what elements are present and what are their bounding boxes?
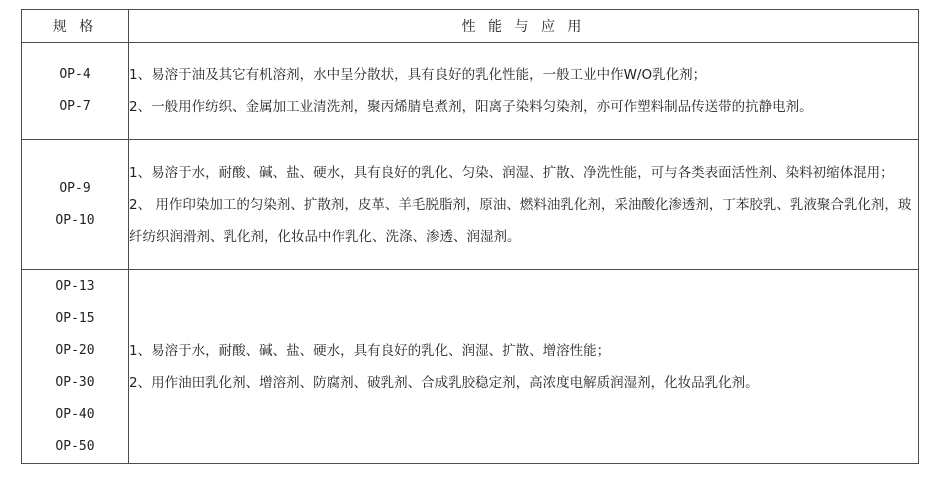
model-label: OP-9 [59, 180, 91, 196]
model-label: OP-40 [55, 406, 95, 422]
model-label: OP-20 [55, 342, 95, 358]
model-label: OP-13 [55, 278, 95, 294]
header-performance: 性 能 与 应 用 [129, 10, 919, 43]
header-spec: 规 格 [22, 10, 129, 43]
description-line: 2、用作油田乳化剂、增溶剂、防腐剂、破乳剂、合成乳胶稳定剂，高浓度电解质润湿剂，化妆品乳化剂。 [129, 374, 759, 391]
spec-table [21, 9, 919, 464]
description-line: 1、易溶于水，耐酸、碱、盐、硬水，具有良好的乳化、匀染、润湿、扩散、净洗性能，可与各类表面活性剂、染料初缩体混用； [129, 164, 894, 181]
model-label: OP-30 [55, 374, 95, 390]
model-label: OP-10 [55, 212, 95, 228]
model-label: OP-15 [55, 310, 95, 326]
description-line: 1、易溶于油及其它有机溶剂，水中呈分散状，具有良好的乳化性能，一般工业中作W/O乳化剂； [129, 67, 707, 83]
description-cell [129, 43, 919, 140]
description-line: 1、易溶于水，耐酸、碱、盐、硬水，具有良好的乳化、润湿、扩散、增溶性能； [129, 342, 611, 359]
model-cell [22, 43, 129, 140]
description-cell [129, 140, 919, 270]
model-label: OP-4 [59, 67, 91, 82]
header-row [22, 10, 919, 43]
table-row [22, 140, 919, 270]
model-label: OP-50 [55, 438, 95, 454]
table-row [22, 43, 919, 140]
model-cell [22, 140, 129, 270]
table-row [22, 270, 919, 464]
description-cell [129, 270, 919, 464]
model-label: OP-7 [59, 99, 91, 114]
model-cell [22, 270, 129, 464]
description-line: 2、 用作印染加工的匀染剂、扩散剂，皮革、羊毛脱脂剂，原油、燃料油乳化剂，采油酸化渗透剂，丁苯胶乳、乳液聚合乳化剂，玻纤纺织润滑剂、乳化剂，化妆品中作乳化、洗涤、渗透、润湿剂。 [129, 196, 912, 245]
description-line: 2、一般用作纺织、金属加工业清洗剂，聚丙烯腈皂煮剂，阳离子染料匀染剂，亦可作塑料制品传送带的抗静电剂。 [129, 99, 813, 115]
